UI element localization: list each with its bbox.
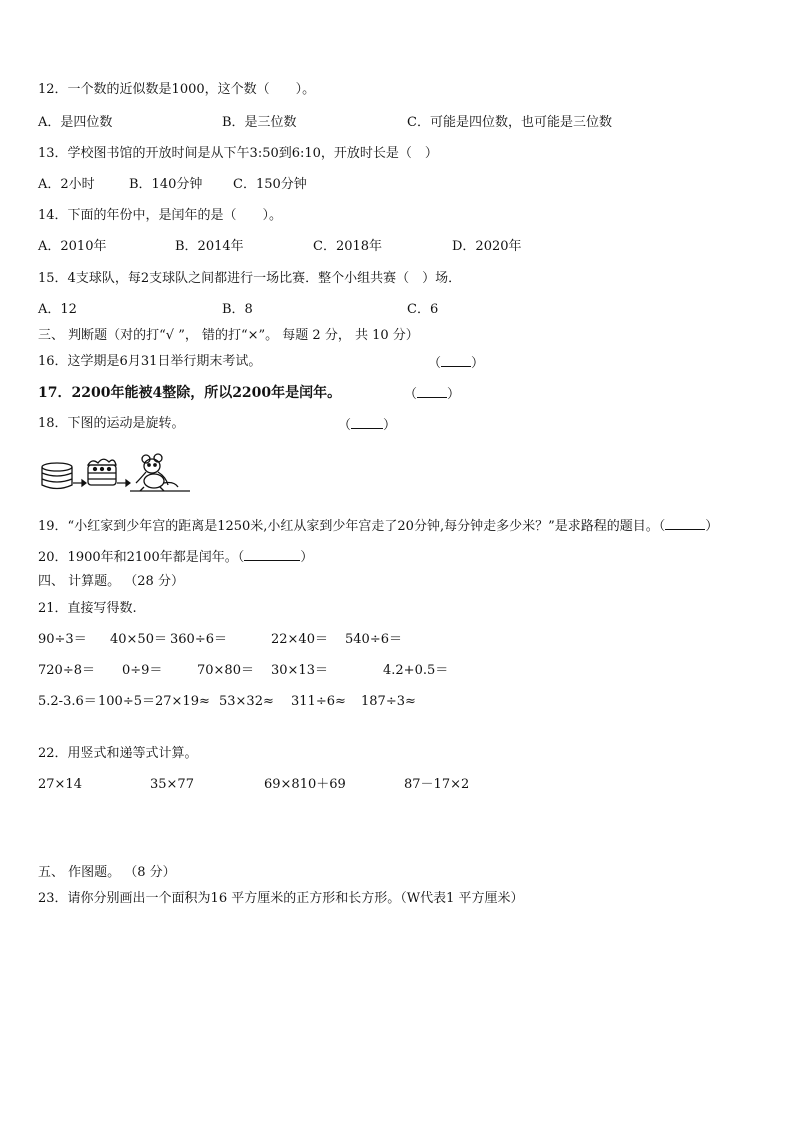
q13-option-c: C．150分钟 [233,177,307,192]
q18-text: 18．下图的运动是旋转。 [38,416,185,431]
q21-row2-item: 720÷8＝ [38,663,95,678]
q21-row1-item: 540÷6＝ [345,632,402,647]
q21-stem: 21．直接写得数. [38,601,137,616]
section-4-heading: 四、 计算题。 （28 分） [38,574,184,589]
q21-row2-item: 4.2+0.5＝ [383,663,449,678]
q21-row3-item: 53×32≈ [219,694,274,709]
q19-text[interactable]: 19．“小红家到少年宫的距离是1250米,小红从家到少年宫走了20分钟,每分钟走多少米？”是求路程的题目。（ ） [38,519,719,534]
q20-text[interactable]: 20．1900年和2100年都是闰年。（ ） [38,550,314,565]
q14-option-c: C．2018年 [313,239,383,254]
q21-row3-item: 100÷5＝ [98,694,155,709]
section-5-heading: 五、 作图题。 （8 分） [38,865,176,880]
q16-text: 16．这学期是6月31日举行期末考试。 [38,354,262,369]
q15-option-b: B．8 [222,302,253,317]
q16-answer-blank[interactable]: （ ） [428,356,485,371]
round-cake-icon [42,463,72,489]
q22-item: 27×14 [38,777,82,792]
q21-row1-item: 360÷6＝ [170,632,227,647]
q21-row1-item: 40×50＝ [110,632,167,647]
q21-row2-item: 70×80＝ [197,663,254,678]
q15-option-a: A．12 [38,302,77,317]
q14-option-a: A．2010年 [38,239,107,254]
q23-stem: 23．请你分别画出一个面积为16 平方厘米的正方形和长方形。（W代表1 平方厘米） [38,891,524,906]
q21-row1-item: 22×40＝ [271,632,328,647]
q21-row2-item: 30×13＝ [271,663,328,678]
q19-answer-blank[interactable] [665,517,705,530]
arrow-right-icon [73,480,86,486]
q13-option-a: A．2小时 [38,177,95,192]
q21-row3-item: 311÷6≈ [291,694,346,709]
q20-answer-blank[interactable] [244,548,300,561]
q17-answer-blank[interactable]: （ ） [404,387,461,402]
q22-item: 35×77 [150,777,194,792]
q21-row3-item: 27×19≈ [155,694,210,709]
q12-option-b: B．是三位数 [222,115,297,130]
rotation-motion-illustration [40,453,190,495]
mouse-icon [130,454,190,491]
q22-item: 87－17×2 [404,777,470,792]
arrow-right-icon [117,480,130,486]
q21-row3-item: 187÷3≈ [361,694,416,709]
q22-item: 69×810＋69 [264,777,346,792]
q14-stem: 14．下面的年份中，是闰年的是（ ）。 [38,208,283,223]
q21-row2-item: 0÷9＝ [122,663,163,678]
decorated-cake-icon [88,459,116,485]
q13-stem: 13．学校图书馆的开放时间是从下午3:50到6:10，开放时长是（ ） [38,146,438,161]
q21-row1-item: 90÷3＝ [38,632,87,647]
q15-stem: 15．4支球队，每2支球队之间都进行一场比赛．整个小组共赛（ ）场． [38,271,462,286]
q15-option-c: C．6 [407,302,439,317]
q14-option-b: B．2014年 [175,239,244,254]
section-3-heading: 三、 判断题（对的打“√ ”， 错的打“×”。 每题 2 分， 共 10 分） [38,328,419,343]
q12-option-c: C．可能是四位数，也可能是三位数 [407,115,612,130]
q13-option-b: B．140分钟 [129,177,203,192]
q18-answer-blank[interactable]: （ ） [338,418,397,433]
q21-row3-item: 5.2-3.6＝ [38,694,97,709]
q14-option-d: D．2020年 [452,239,522,254]
q17-text: 17．2200年能被4整除，所以2200年是闰年。 [38,385,342,401]
q12-option-a: A．是四位数 [38,115,113,130]
q12-stem: 12．一个数的近似数是1000，这个数（ ）。 [38,82,316,97]
q22-stem: 22．用竖式和递等式计算。 [38,746,198,761]
